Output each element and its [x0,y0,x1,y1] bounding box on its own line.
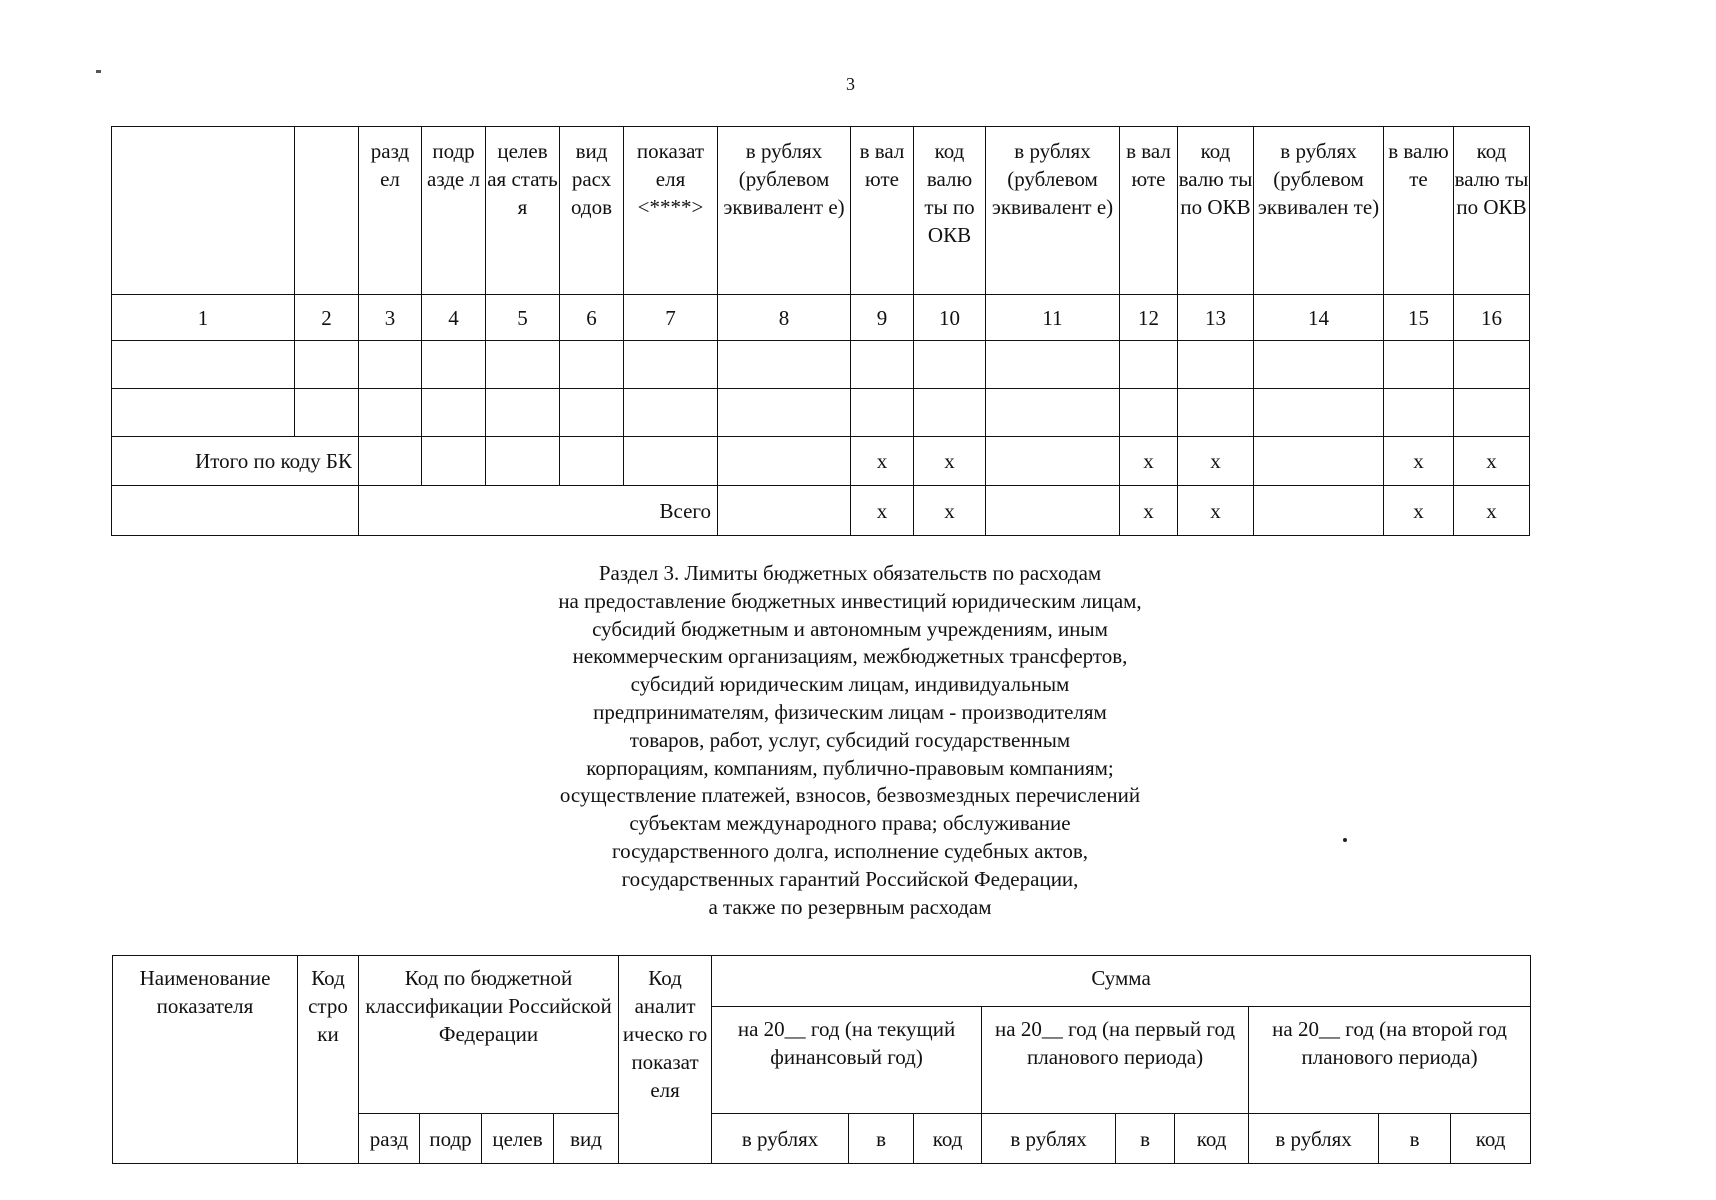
section-3-title [400,560,1300,921]
empty-cell [1384,341,1454,389]
x-mark: х [851,486,914,536]
column-number: 15 [1384,295,1454,341]
subcol-header: в рублях [1249,1114,1379,1164]
header-cell [295,127,359,295]
section-title-line: товаров, работ, услуг, субсидий государственным [629,727,1071,752]
empty-cell [112,341,295,389]
header-cell: в рублях (рублевом эквивалент е) [718,127,851,295]
section-title-line: на предоставление бюджетных инвестиций юридическим лицам, [558,588,1142,613]
empty-cell [1254,486,1384,536]
subcol-header: подр [420,1114,482,1164]
header-cell: в вал юте [851,127,914,295]
header-cell: код валю ты по ОКВ [1454,127,1530,295]
subcol-header: в рублях [712,1114,849,1164]
empty-cell [986,341,1120,389]
empty-data-row [112,389,1530,437]
column-number: 10 [914,295,986,341]
empty-cell [718,486,851,536]
x-mark: х [914,486,986,536]
grand-total-row [112,486,1530,536]
analytic-code-header: Код аналит ическо го показат еля [619,956,712,1164]
grand-total-label: Всего [359,486,718,536]
empty-cell [1254,341,1384,389]
empty-cell [986,486,1120,536]
subcol-header: код [1175,1114,1249,1164]
subcol-header: код [1451,1114,1531,1164]
table1-header-row [112,127,1530,295]
header-cell: подр азде л [422,127,486,295]
empty-cell [624,389,718,437]
empty-cell [1254,437,1384,486]
section-title-line: субсидий юридическим лицам, индивидуальным [630,672,1070,697]
column-number: 2 [295,295,359,341]
period-current-header: на 20__ год (на текущий финансовый год) [712,1007,982,1114]
empty-cell [486,389,560,437]
empty-cell [851,389,914,437]
subcol-header: в [1116,1114,1175,1164]
header-cell: целев ая стать я [486,127,560,295]
column-number: 3 [359,295,422,341]
budget-code-header: Код по бюджетной классификации Российской Федерации [359,956,619,1114]
empty-cell [851,341,914,389]
empty-cell [560,437,624,486]
empty-cell [1120,341,1178,389]
header-cell [112,127,295,295]
header-cell: показат еля <****> [624,127,718,295]
line-code-header: Код стро ки [298,956,359,1164]
empty-cell [359,437,422,486]
empty-cell [986,389,1120,437]
empty-cell [359,341,422,389]
empty-cell [422,437,486,486]
table2-header-row-1 [113,956,1531,1007]
limits-table-continuation [111,126,1530,536]
total-bk-label: Итого по коду БК [112,437,359,486]
sum-header: Сумма [712,956,1531,1007]
empty-cell [1120,389,1178,437]
empty-cell [295,389,359,437]
section-title-line: а также по резервным расходам [708,894,992,919]
section-title-line: государственного долга, исполнение судебных актов, [611,838,1089,863]
empty-cell [1254,389,1384,437]
header-cell: в рублях (рублевом эквивалент е) [986,127,1120,295]
empty-cell [1454,389,1530,437]
header-cell: вид расх одов [560,127,624,295]
column-number: 16 [1454,295,1530,341]
x-mark: х [1178,486,1254,536]
scan-mark [96,70,101,73]
subcol-header: в [849,1114,914,1164]
empty-cell [560,341,624,389]
column-number: 5 [486,295,560,341]
x-mark: х [1120,486,1178,536]
column-number: 13 [1178,295,1254,341]
empty-cell [112,486,359,536]
period-second-header: на 20__ год (на второй год планового периода) [1249,1007,1531,1114]
header-cell: в валю те [1384,127,1454,295]
empty-cell [718,341,851,389]
empty-cell [486,437,560,486]
column-number: 1 [112,295,295,341]
column-number-row [112,295,1530,341]
x-mark: х [1120,437,1178,486]
header-cell: в вал юте [1120,127,1178,295]
section-title-line: государственных гарантий Российской Федерации, [621,866,1079,891]
period-first-header: на 20__ год (на первый год планового периода) [982,1007,1249,1114]
section-title-line: осуществление платежей, взносов, безвозмездных перечислений [559,783,1141,808]
subcol-header: в [1379,1114,1451,1164]
section-title-line: субсидий бюджетным и автономным учреждениям, иным [592,616,1108,641]
name-header: Наименование показателя [113,956,298,1164]
section-title-line: Раздел 3. Лимиты бюджетных обязательств по расходам [598,561,1102,585]
empty-cell [1384,389,1454,437]
empty-cell [1178,341,1254,389]
empty-cell [1454,341,1530,389]
empty-cell [914,341,986,389]
subcol-header: код [914,1114,982,1164]
empty-cell [486,341,560,389]
x-mark: х [1384,486,1454,536]
column-number: 14 [1254,295,1384,341]
scan-dot [1343,838,1347,842]
x-mark: х [851,437,914,486]
section-title-line: корпорациям, компаниям, публично-правовым компаниям; [586,755,1114,780]
empty-cell [422,389,486,437]
column-number: 4 [422,295,486,341]
section-title-line: некоммерческим организациям, межбюджетных трансфертов, [572,644,1128,669]
empty-cell [295,341,359,389]
empty-cell [624,341,718,389]
subcol-header: разд [359,1114,420,1164]
x-mark: х [1384,437,1454,486]
empty-cell [718,389,851,437]
empty-cell [112,389,295,437]
empty-cell [624,437,718,486]
column-number: 12 [1120,295,1178,341]
section-3-table [112,955,1531,1164]
empty-cell [1178,389,1254,437]
page-number: 3 [846,74,855,94]
section-title-line: предпринимателям, физическим лицам - производителям [593,699,1107,724]
subcol-header: вид [554,1114,619,1164]
empty-cell [560,389,624,437]
empty-cell [718,437,851,486]
empty-cell [986,437,1120,486]
header-cell: разд ел [359,127,422,295]
empty-cell [422,341,486,389]
x-mark: х [1454,437,1530,486]
subcol-header: в рублях [982,1114,1116,1164]
empty-cell [914,389,986,437]
empty-data-row [112,341,1530,389]
subcol-header: целев [482,1114,554,1164]
total-bk-row [112,437,1530,486]
column-number: 9 [851,295,914,341]
column-number: 6 [560,295,624,341]
empty-cell [359,389,422,437]
x-mark: х [1178,437,1254,486]
header-cell: в рублях (рублевом эквивален те) [1254,127,1384,295]
header-cell: код валю ты по ОКВ [914,127,986,295]
column-number: 8 [718,295,851,341]
x-mark: х [1454,486,1530,536]
x-mark: х [914,437,986,486]
header-cell: код валю ты по ОКВ [1178,127,1254,295]
section-title-line: субъектам международного права; обслуживание [629,811,1071,836]
column-number: 11 [986,295,1120,341]
column-number: 7 [624,295,718,341]
